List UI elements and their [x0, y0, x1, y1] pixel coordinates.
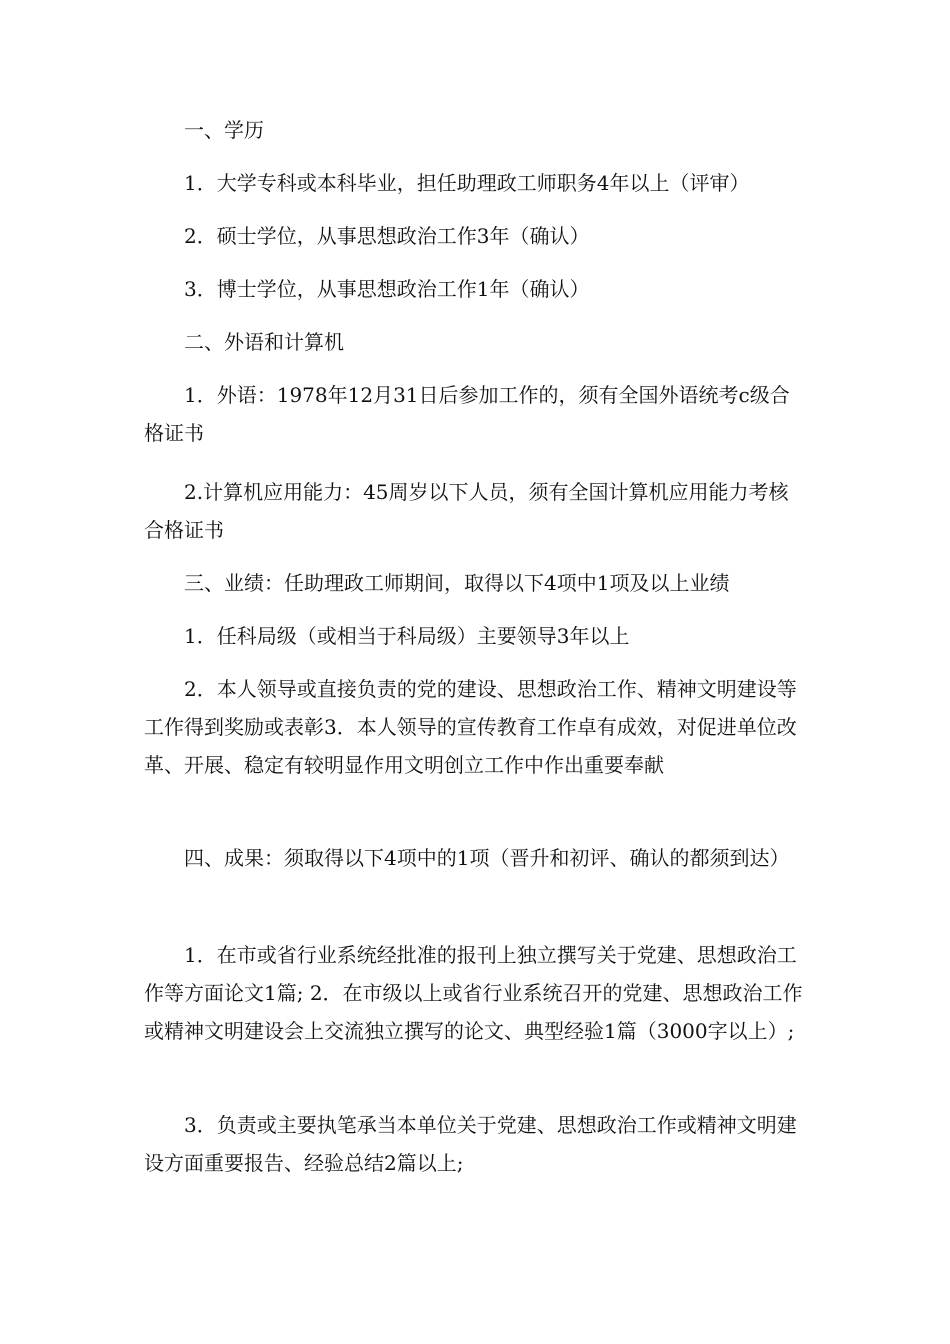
achievement-item-3: 3．负责或主要执笔承当本单位关于党建、思想政治工作或精神文明建设方面重要报告、经验总结2篇以上; — [144, 1113, 797, 1175]
section-heading-achievements: 四、成果：须取得以下4项中的1项（晋升和初评、确认的都须到达） — [184, 846, 790, 870]
performance-item-2-3: 2．本人领导或直接负责的党的建设、思想政治工作、精神文明建设等工作得到奖励或表彰3．本人领导的宣传教育工作卓有成效，对促进单位改革、开展、稳定有较明显作用文明创立工作中作出重要奉献 — [144, 677, 797, 777]
computer-item-2: 2.计算机应用能力：45周岁以下人员，须有全国计算机应用能力考核合格证书 — [144, 480, 789, 542]
section-heading-education: 一、学历 — [184, 118, 264, 142]
education-item-3: 3．博士学位，从事思想政治工作1年（确认） — [184, 277, 590, 301]
section-heading-performance: 三、业绩：任助理政工师期间，取得以下4项中1项及以上业绩 — [184, 571, 730, 595]
education-item-2: 2．硕士学位，从事思想政治工作3年（确认） — [184, 224, 590, 248]
language-item-1: 1．外语：1978年12月31日后参加工作的，须有全国外语统考c级合格证书 — [144, 383, 790, 445]
section-heading-language-computer: 二、外语和计算机 — [184, 330, 344, 354]
education-item-1: 1．大学专科或本科毕业，担任助理政工师职务4年以上（评审） — [184, 171, 750, 195]
achievement-item-1-2: 1．在市或省行业系统经批准的报刊上独立撰写关于党建、思想政治工作等方面论文1篇; 2．在市级以上或省行业系统召开的党建、思想政治工作或精神文明建设会上交流独立撰写的论文、典型经验1篇（3000字以上）; — [144, 943, 803, 1043]
performance-item-1: 1．任科局级（或相当于科局级）主要领导3年以上 — [184, 624, 630, 648]
